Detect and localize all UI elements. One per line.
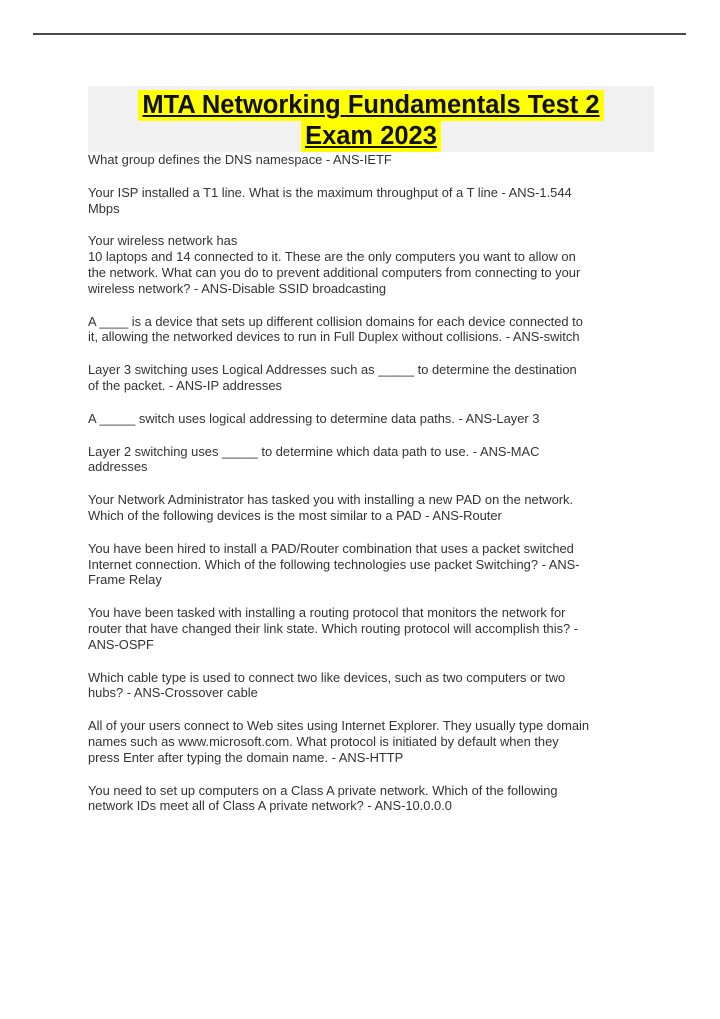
qa-item: Layer 2 switching uses _____ to determine which data path to use. - ANS-MAC addresses <box>88 443 540 475</box>
qa-item: You have been tasked with installing a routing protocol that monitors the network for router that have changed their link state. Which routing protocol will accomplish this? - ANS-OSPF <box>88 605 579 652</box>
qa-item: A _____ switch uses logical addressing to determine data paths. - ANS-Layer 3 <box>88 410 540 426</box>
top-divider <box>33 33 686 35</box>
qa-item: You need to set up computers on a Class A private network. Which of the following network IDs meet all of Class A private network? - ANS-10.0.0.0 <box>88 782 558 814</box>
qa-item: Your wireless network has 10 laptops and 14 connected to it. These are the only computers you want to allow on the network. What can you do to prevent additional computers from connecting to your wireless network? - ANS-Disable SSID broadcasting <box>88 233 581 296</box>
qa-item: A ____ is a device that sets up different collision domains for each device connected to it, allowing the networked devices to run in Full Duplex without collisions. - ANS-switch <box>88 313 583 345</box>
qa-item: Layer 3 switching uses Logical Addresses such as _____ to determine the destination of the packet. - ANS-IP addresses <box>88 362 577 393</box>
qa-item: Your ISP installed a T1 line. What is the maximum throughput of a T line - ANS-1.544 Mbps <box>88 184 572 216</box>
title-line-2: Exam 2023 <box>301 121 441 152</box>
qa-item: Which cable type is used to connect two like devices, such as two computers or two hubs? - ANS-Crossover cable <box>88 669 566 701</box>
qa-item: Your Network Administrator has tasked you with installing a new PAD on the network. Which of the following devices is the most similar to a PAD - ANS-Router <box>88 492 574 523</box>
title-line-1: MTA Networking Fundamentals Test 2 <box>138 90 603 121</box>
document-title <box>88 86 654 152</box>
qa-item: What group defines the DNS namespace - ANS-IETF <box>88 152 392 167</box>
qa-item: All of your users connect to Web sites using Internet Explorer. They usually type domain names such as www.microsoft.com. What protocol is initiated by default when they press Enter after typing the domain name. - ANS-HTTP <box>88 718 590 765</box>
question-answer-list <box>88 152 658 831</box>
qa-item: You have been hired to install a PAD/Router combination that uses a packet switched Internet connection. Which of the following technologies use packet Switching? - ANS- Frame Relay <box>88 540 580 588</box>
